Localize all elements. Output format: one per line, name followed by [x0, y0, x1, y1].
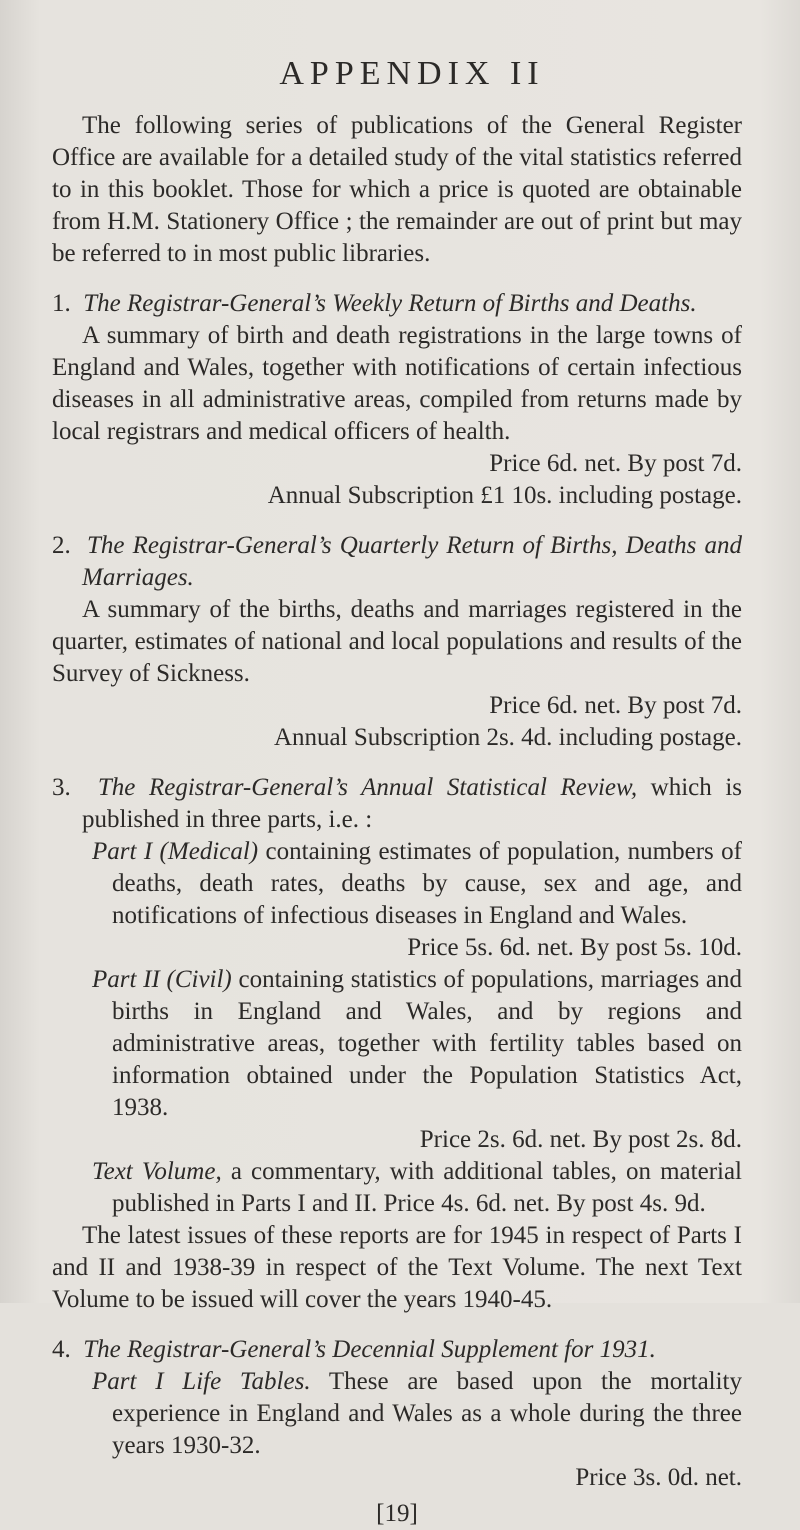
item-1: [52, 288, 742, 512]
item-4: [52, 1334, 742, 1494]
part-label: Part I (Medical): [92, 838, 259, 865]
item-3-part-2-price: Price 2s. 6d. net. By post 2s. 8d.: [419, 1126, 742, 1153]
item-2-body: A summary of the births, deaths and marriages registered in the quarter, estimates of national and local populations and results of the Survey of Sickness.: [52, 596, 742, 687]
item-3-heading: [52, 772, 742, 836]
item-4-part-1-price: Price 3s. 0d. net.: [575, 1464, 742, 1491]
part-text: These are based upon the mortality experience in England and Wales as a whole during the three years 1930-32.: [112, 1368, 742, 1459]
item-1-price: Price 6d. net. By post 7d.: [489, 450, 742, 477]
item-1-subscription: Annual Subscription £1 10s. including postage.: [267, 482, 742, 509]
item-3-part-1-price: Price 5s. 6d. net. By post 5s. 10d.: [407, 934, 742, 961]
item-title: The Registrar-General’s Annual Statistical Review,: [97, 774, 638, 801]
part-text: a commentary, with additional tables, on material published in Parts I and II. Price 4s. 6d. net. By post 4s. 9d.: [112, 1158, 743, 1217]
part-label: Part I Life Tables.: [92, 1368, 311, 1395]
item-number: 2.: [52, 532, 71, 559]
page-number: [19]: [376, 1500, 418, 1527]
item-title: The Registrar-General’s Weekly Return of Births and Deaths.: [83, 290, 697, 317]
item-4-heading: [52, 1334, 742, 1366]
part-text: containing estimates of population, numbers of deaths, death rates, deaths by cause, sex and age, and notifications of infectious diseases in England and Wales.: [112, 838, 742, 929]
item-1-body: A summary of birth and death registrations in the large towns of England and Wales, together with notifications of certain infectious diseases in all administrative areas, compiled from returns made by local registrars and medical officers of health.: [52, 322, 742, 445]
item-2-subscription: Annual Subscription 2s. 4d. including postage.: [273, 724, 742, 751]
item-title-suffix: which is published in three parts, i.e. :: [82, 774, 743, 833]
item-3-part-3: [52, 1156, 742, 1220]
item-3-part-1: [52, 836, 742, 932]
item-2-price: Price 6d. net. By post 7d.: [489, 692, 742, 719]
item-title: The Registrar-General’s Quarterly Return of Births, Deaths and Marriages.: [82, 532, 743, 591]
item-3: [52, 772, 742, 1316]
item-number: 3.: [52, 774, 71, 801]
item-2: [52, 530, 742, 754]
item-4-part-1: [52, 1366, 742, 1462]
intro-paragraph: The following series of publications of the General Register Office are available for a detailed study of the vital statistics referred to in this booklet. Those for which a price is quoted are obtainable from H.M. Stationery Office ; the remainder are out of print but may be referred to in most public libraries.: [52, 112, 742, 267]
part-text: containing statistics of populations, marriages and births in England and Wales, and by regions and administrative areas, together with fertility tables based on information obtained under the Population Statistics Act, 1938.: [112, 966, 742, 1121]
item-1-heading: [52, 288, 742, 320]
item-3-part-2: [52, 964, 742, 1124]
item-title: The Registrar-General’s Decennial Supplement for 1931.: [83, 1336, 656, 1363]
item-number: 1.: [52, 290, 71, 317]
item-2-heading: [52, 530, 742, 594]
page-content: [52, 55, 743, 1530]
item-number: 4.: [52, 1336, 71, 1363]
page-title: APPENDIX II: [279, 55, 545, 92]
item-3-note: The latest issues of these reports are for 1945 in respect of Parts I and II and 1938-39 in respect of the Text Volume. The next Text Volume to be issued will cover the years 1940-45.: [52, 1222, 742, 1313]
part-label: Part II (Civil): [92, 966, 232, 993]
part-label: Text Volume,: [92, 1158, 222, 1185]
